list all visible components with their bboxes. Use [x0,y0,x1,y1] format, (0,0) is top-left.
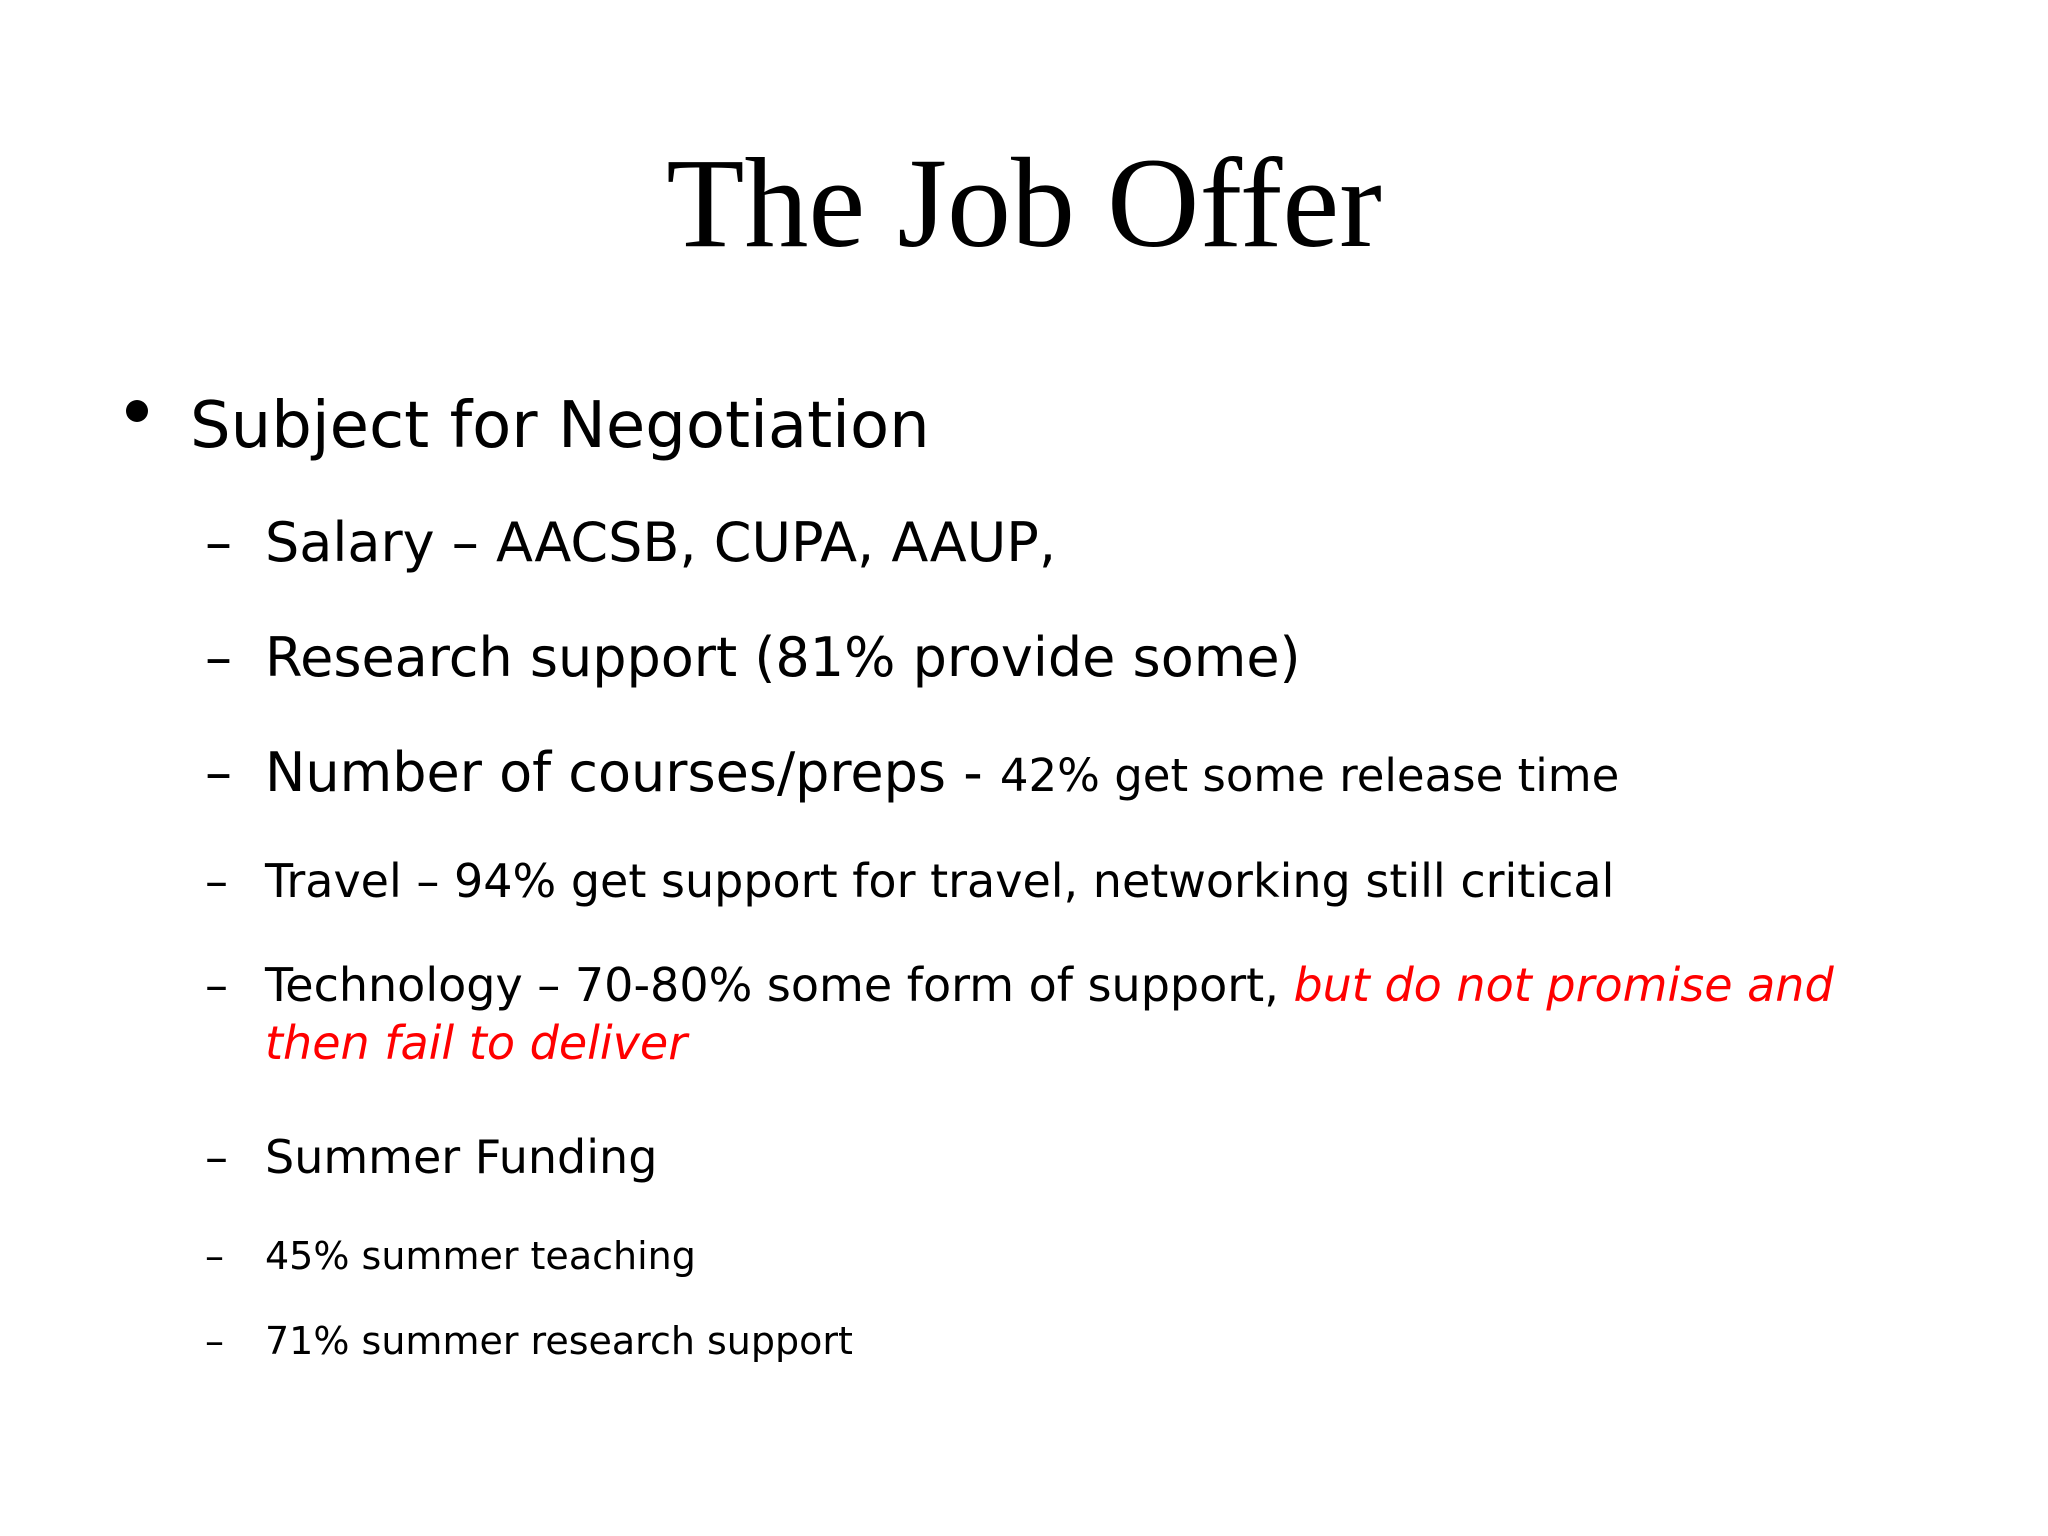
sub-item-text: 71% summer research support [265,1319,853,1363]
dash-icon: – [205,958,228,1012]
slide-title: The Job Offer [666,132,1382,274]
sub-item-text: Salary – AACSB, CUPA, AAUP, [265,511,1056,574]
sub-item-text: 45% summer teaching [265,1234,696,1278]
sub-item-text: Travel – 94% get support for travel, networking still critical [265,854,1615,908]
sub-item-research-support [205,625,1301,691]
main-bullet: Subject for Negotiation [190,389,930,463]
sub-item-technology [205,956,1905,1072]
dash-icon: – [205,741,232,804]
sub-item-summer-funding [205,1128,657,1186]
sub-item-text: Research support (81% provide some) [265,626,1301,689]
sub-item-text: Number of courses/preps - [265,741,1000,804]
bullet-icon [126,400,148,422]
sub-item-emphasis: but do not promise and then fail to deliver [265,958,1834,1070]
dash-icon: – [205,1319,224,1363]
sub-item-travel [205,852,1614,910]
sub-item-salary [205,510,1056,576]
sub-item-detail: 42% get some release time [999,749,1620,802]
sub-item-text: Technology – 70-80% some form of support, [265,958,1294,1012]
dash-icon: – [205,1130,228,1184]
sub-item-summer-teaching [205,1232,696,1280]
dash-icon: – [205,626,232,689]
sub-item-summer-research [205,1317,853,1365]
sub-item-courses [205,740,1619,809]
sub-item-text: Summer Funding [265,1130,658,1184]
dash-icon: – [205,854,228,908]
dash-icon: – [205,511,232,574]
dash-icon: – [205,1234,224,1278]
